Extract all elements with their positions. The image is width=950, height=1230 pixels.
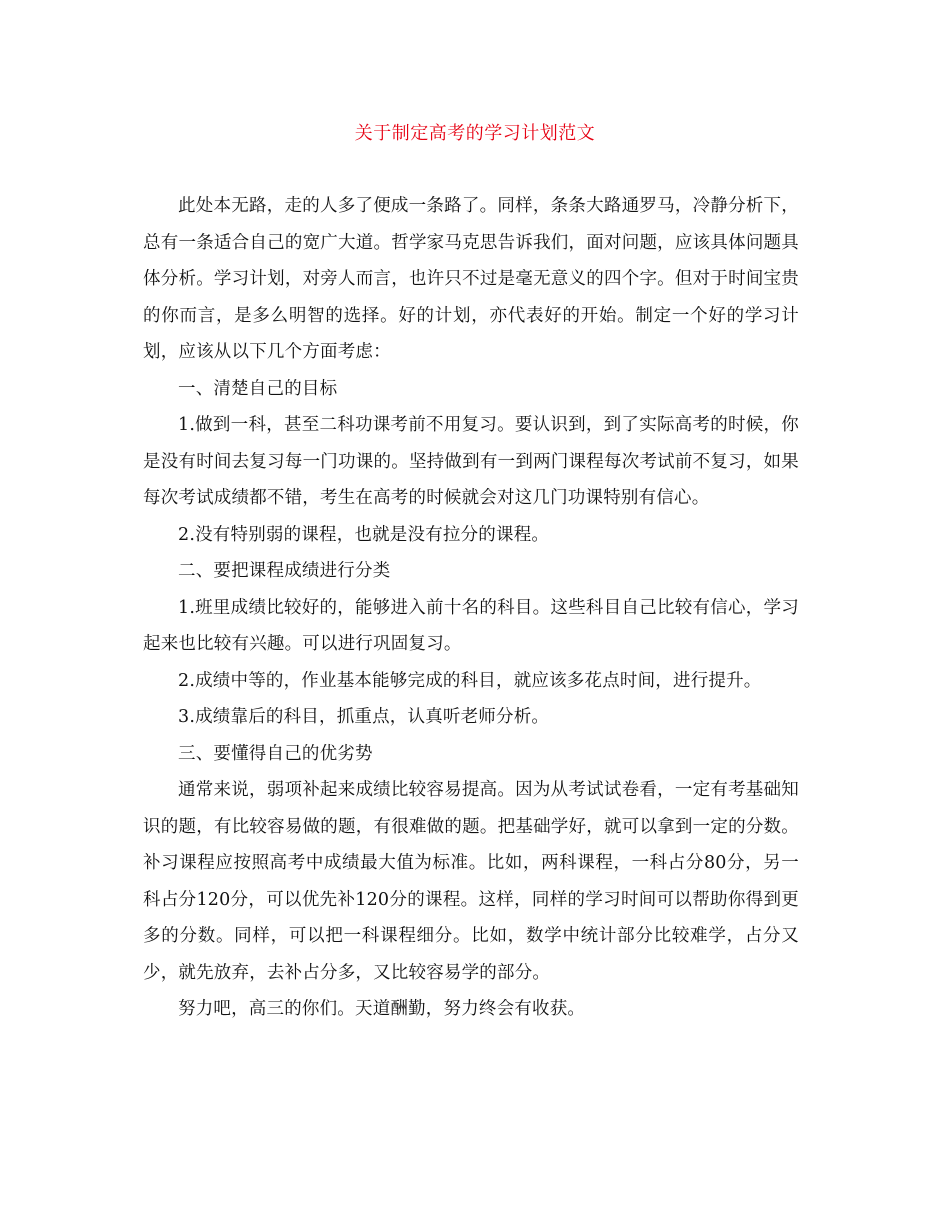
section-heading-goals: 一、清楚自己的目标 (178, 378, 338, 399)
document-title: 关于制定高考的学习计划范文 (354, 123, 596, 144)
section-heading-classify: 二、要把课程成绩进行分类 (178, 561, 391, 581)
paragraph-intro: 此处本无路，走的人多了便成一条路了。同样，条条大路通罗马，冷静分析下，总有一条适合自己的宽广大道。哲学家马克思告诉我们，面对问题，应该具体问题具体分析。学习计划，对旁人而言，也许只不过是毫无意义的四个字。但对于时间宝贵的你而言，是多么明智的选择。好的计划，亦代表好的开始。制定一个好的学习计划，应该从以下几个方面考虑： (143, 196, 799, 362)
paragraph-closing: 努力吧，高三的你们。天道酬勤，努力终会有收获。 (178, 999, 586, 1019)
paragraph-goal-1: 1.做到一科，甚至二科功课考前不用复习。要认识到，到了实际高考的时候，你是没有时间去复习每一门功课的。坚持做到有一到两门课程每次考试前不复习，如果每次考试成绩都不错，考生在高考的时候就会对这几门功课特别有信心。 (143, 415, 799, 508)
paragraph-goal-2: 2.没有特别弱的课程，也就是没有拉分的课程。 (178, 524, 550, 545)
paragraph-classify-2: 2.成绩中等的，作业基本能够完成的科目，就应该多花点时间，进行提升。 (178, 670, 762, 691)
paragraph-classify-3: 3.成绩靠后的科目，抓重点，认真听老师分析。 (178, 707, 550, 727)
section-heading-strengths: 三、要懂得自己的优劣势 (178, 743, 373, 764)
paragraph-classify-1: 1.班里成绩比较好的，能够进入前十名的科目。这些科目自己比较有信心，学习起来也比较有兴趣。可以进行巩固复习。 (143, 597, 799, 654)
document-body (143, 188, 799, 1028)
paragraph-strengths: 通常来说，弱项补起来成绩比较容易提高。因为从考试试卷看，一定有考基础知识的题，有比较容易做的题，有很难做的题。把基础学好，就可以拿到一定的分数。补习课程应按照高考中成绩最大值为标准。比如，两科课程，一科占分80分，另一科占分120分，可以优先补120分的课程。这样，同样的学习时间可以帮助你得到更多的分数。同样，可以把一科课程细分。比如，数学中统计部分比较难学，占分又少，就先放弃，去补占分多，又比较容易学的部分。 (143, 780, 799, 983)
